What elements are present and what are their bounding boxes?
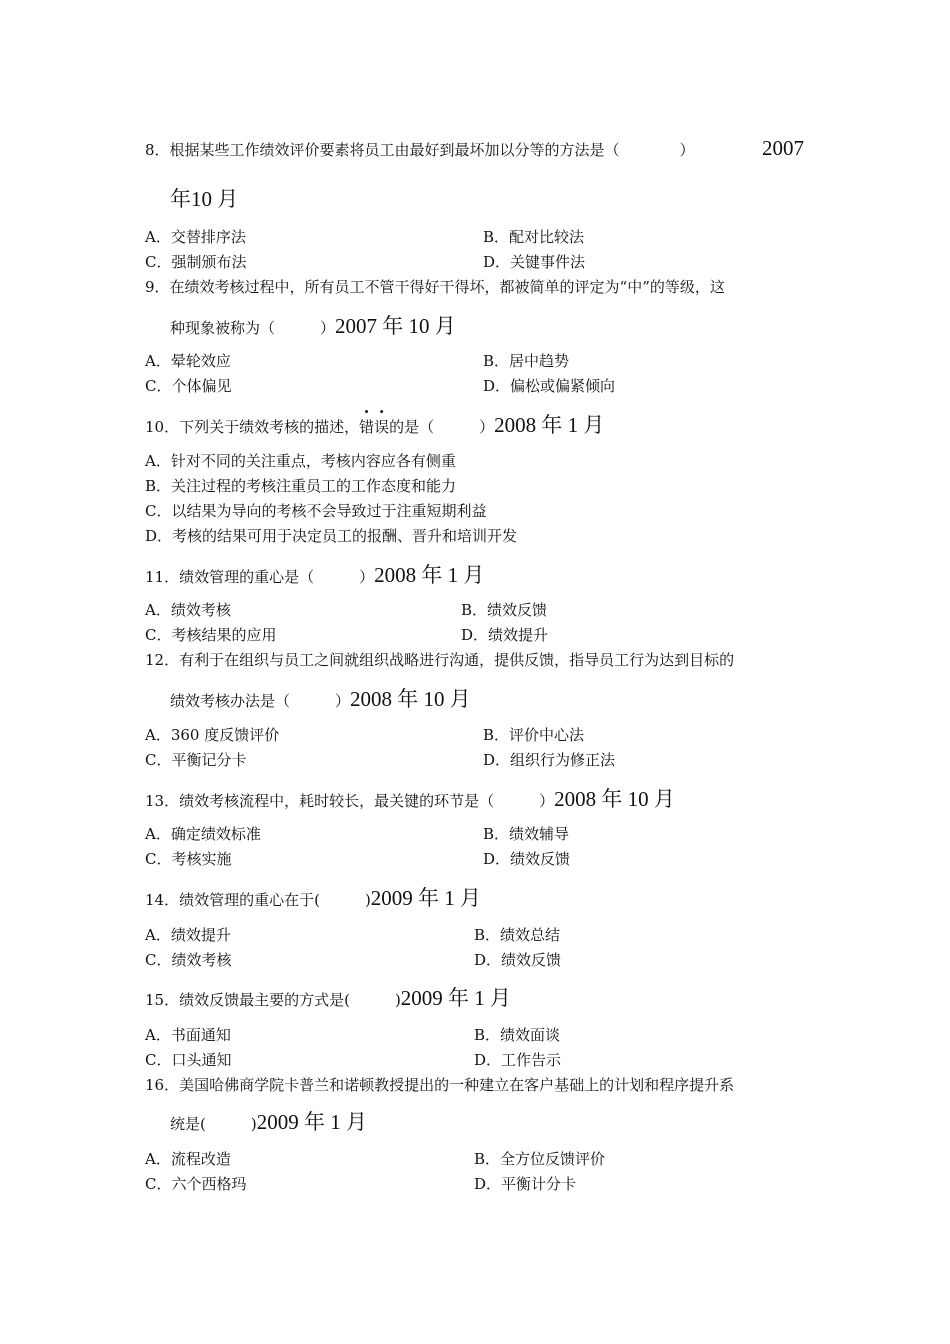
question-13-option-c[interactable]: C．考核实施 bbox=[145, 850, 232, 868]
question-15-date: 2009 年 1 月 bbox=[400, 986, 512, 1010]
question-9-continuation-text: 种现象被称为（ ） bbox=[170, 319, 336, 337]
question-13-option-a[interactable]: A．确定绩效标准 bbox=[145, 825, 261, 843]
question-16-stem: 16．美国哈佛商学院卡普兰和诺顿教授提出的一种建立在客户基础上的计划和程序提升系 bbox=[145, 1076, 735, 1094]
question-15-option-a[interactable]: A．书面通知 bbox=[145, 1026, 231, 1044]
question-8-stem-continuation bbox=[170, 189, 238, 209]
question-8-option-c[interactable]: C．强制颁布法 bbox=[145, 253, 247, 271]
question-9-stem-continuation bbox=[170, 316, 456, 338]
question-15-option-c[interactable]: C．口头通知 bbox=[145, 1051, 232, 1069]
question-15-option-b[interactable]: B．绩效面谈 bbox=[474, 1026, 561, 1044]
question-10-option-d[interactable]: D．考核的结果可用于决定员工的报酬、晋升和培训开发 bbox=[145, 527, 518, 545]
question-10-option-a[interactable]: A．针对不同的关注重点，考核内容应各有侧重 bbox=[145, 452, 456, 470]
question-12-date: 2008 年 10 月 bbox=[350, 687, 471, 711]
question-14-option-c[interactable]: C．绩效考核 bbox=[145, 951, 232, 969]
question-10-date: 2008 年 1 月 bbox=[494, 413, 605, 437]
question-9-option-a[interactable]: A．晕轮效应 bbox=[145, 352, 231, 370]
question-9-option-d[interactable]: D．偏松或偏紧倾向 bbox=[483, 377, 616, 395]
question-13-option-d[interactable]: D．绩效反馈 bbox=[483, 850, 571, 868]
question-12-continuation-text: 绩效考核办法是（ ） bbox=[170, 692, 351, 710]
question-9-option-b[interactable]: B．居中趋势 bbox=[483, 352, 570, 370]
emphasis-char: 误 bbox=[374, 418, 390, 436]
question-12-stem-continuation bbox=[170, 689, 471, 711]
question-11-option-d[interactable]: D．绩效提升 bbox=[461, 626, 549, 644]
question-15-option-d[interactable]: D．工作告示 bbox=[474, 1051, 562, 1069]
question-16-option-c[interactable]: C．六个西格玛 bbox=[145, 1175, 247, 1193]
question-10-stem bbox=[145, 415, 604, 437]
question-11-option-c[interactable]: C．考核结果的应用 bbox=[145, 626, 277, 644]
question-16-stem-continuation bbox=[170, 1112, 367, 1134]
question-16-option-b[interactable]: B．全方位反馈评价 bbox=[474, 1150, 606, 1168]
question-11-option-b[interactable]: B．绩效反馈 bbox=[461, 601, 548, 619]
question-11-stem bbox=[145, 565, 484, 587]
question-8-date: 2007 bbox=[762, 136, 804, 160]
question-16-option-a[interactable]: A．流程改造 bbox=[145, 1150, 231, 1168]
question-12-option-c[interactable]: C．平衡记分卡 bbox=[145, 751, 247, 769]
question-9-stem: 9．在绩效考核过程中，所有员工不管干得好干得坏，都被简单的评定为“中”的等级，这 bbox=[145, 278, 725, 296]
question-8-option-a[interactable]: A．交替排序法 bbox=[145, 228, 246, 246]
question-13-stem bbox=[145, 789, 675, 811]
question-8-stem bbox=[145, 140, 695, 160]
question-8-option-b[interactable]: B．配对比较法 bbox=[483, 228, 585, 246]
question-15-text: 15．绩效反馈最主要的方式是( ) bbox=[145, 991, 401, 1009]
question-14-option-a[interactable]: A．绩效提升 bbox=[145, 926, 231, 944]
question-8-continuation-text: 年 bbox=[170, 187, 191, 211]
question-10-option-c[interactable]: C．以结果为导向的考核不会导致过于注重短期利益 bbox=[145, 502, 487, 520]
question-8-text: 8．根据某些工作绩效评价要素将员工由最好到最坏加以分等的方法是（ ） bbox=[145, 141, 695, 159]
emphasis-char: 错 bbox=[359, 418, 375, 436]
question-16-date: 2009 年 1 月 bbox=[256, 1110, 367, 1134]
question-13-date: 2008 年 10 月 bbox=[554, 787, 675, 811]
question-8-date-continuation: 10 月 bbox=[191, 187, 239, 211]
question-16-option-d[interactable]: D．平衡计分卡 bbox=[474, 1175, 577, 1193]
question-16-continuation-text: 统是( ) bbox=[170, 1115, 257, 1133]
question-13-option-b[interactable]: B．绩效辅导 bbox=[483, 825, 570, 843]
question-14-option-b[interactable]: B．绩效总结 bbox=[474, 926, 561, 944]
question-14-option-d[interactable]: D．绩效反馈 bbox=[474, 951, 562, 969]
question-12-stem: 12．有利于在组织与员工之间就组织战略进行沟通，提供反馈，指导员工行为达到目标的 bbox=[145, 651, 735, 669]
question-15-stem bbox=[145, 988, 511, 1010]
question-12-option-a[interactable]: A．360 度反馈评价 bbox=[145, 726, 280, 744]
question-11-date: 2008 年 1 月 bbox=[374, 563, 485, 587]
question-11-text: 11．绩效管理的重心是（ ） bbox=[145, 568, 375, 586]
question-10-option-b[interactable]: B．关注过程的考核注重员工的工作态度和能力 bbox=[145, 477, 457, 495]
question-10-text-start: 10．下列关于绩效考核的描述， bbox=[145, 418, 360, 436]
question-13-text: 13．绩效考核流程中，耗时较长，最关键的环节是（ ） bbox=[145, 792, 555, 810]
question-14-stem bbox=[145, 888, 481, 910]
question-12-option-b[interactable]: B．评价中心法 bbox=[483, 726, 585, 744]
question-9-date: 2007 年 10 月 bbox=[335, 314, 456, 338]
question-8-option-d[interactable]: D．关键事件法 bbox=[483, 253, 586, 271]
question-10-text-end: 的是（ ） bbox=[389, 418, 495, 436]
question-14-text: 14．绩效管理的重心在于( ) bbox=[145, 891, 371, 909]
question-9-option-c[interactable]: C．个体偏见 bbox=[145, 377, 232, 395]
question-11-option-a[interactable]: A．绩效考核 bbox=[145, 601, 231, 619]
question-14-date: 2009 年 1 月 bbox=[370, 886, 482, 910]
question-12-option-d[interactable]: D．组织行为修正法 bbox=[483, 751, 616, 769]
